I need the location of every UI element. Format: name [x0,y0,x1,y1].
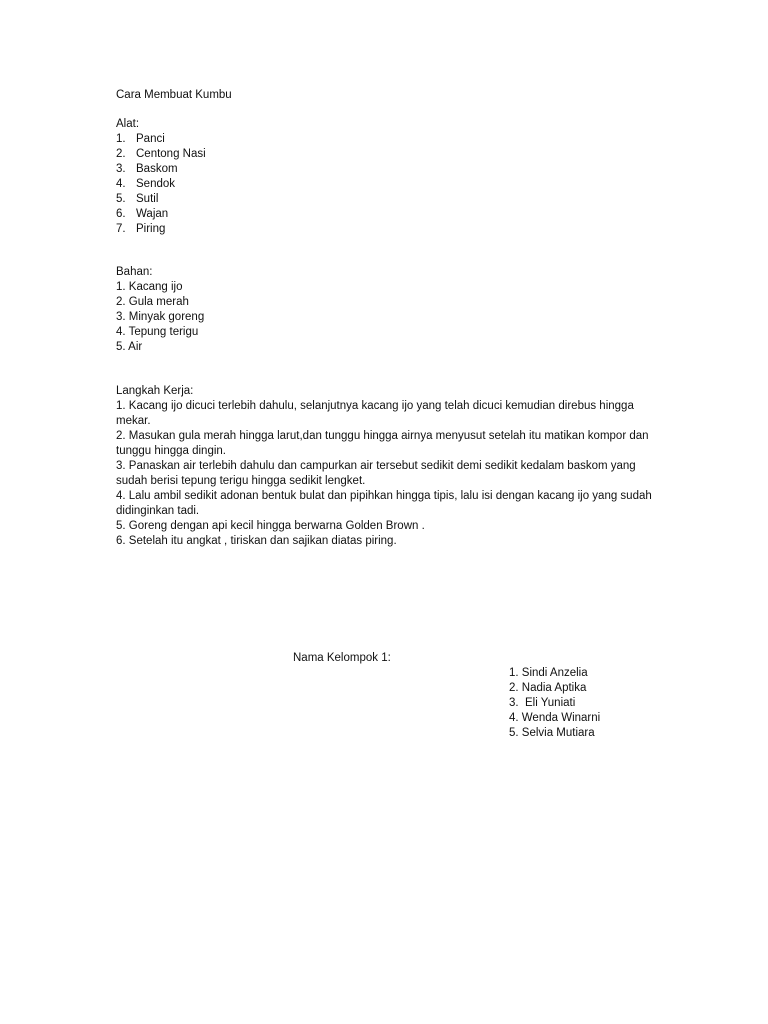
document-title: Cara Membuat Kumbu [116,89,232,101]
list-number: 2. [116,148,126,160]
list-number: 1. [116,133,126,145]
alat-heading: Alat: [116,118,140,130]
list-item [116,147,206,162]
list-item: 2. Gula merah [116,296,189,308]
alat-list [116,132,206,237]
list-label: Panci [136,133,165,145]
list-item: 6. Setelah itu angkat , tiriskan dan sajikan diatas piring. [116,535,397,547]
kelompok-heading: Nama Kelompok 1: [293,652,391,664]
list-label: Centong Nasi [136,148,206,160]
list-item [116,222,206,237]
list-item: 5. Selvia Mutiara [509,727,595,739]
list-number: 4. [116,178,126,190]
langkah-list [116,399,656,549]
list-item: 5. Goreng dengan api kecil hingga berwarna Golden Brown . [116,520,425,532]
bahan-heading: Bahan: [116,266,153,278]
list-item [116,162,206,177]
list-item: 2. Masukan gula merah hingga larut,dan tunggu hingga airnya menyusut setelah itu matikan kompor dan tunggu hingga dingin. [116,430,649,457]
list-number: 5. [116,193,126,205]
list-label: Wajan [136,208,169,220]
list-item: 1. Kacang ijo dicuci terlebih dahulu, selanjutnya kacang ijo yang telah dicuci kemudian direbus hingga mekar. [116,400,634,427]
list-item: 3. Panaskan air terlebih dahulu dan campurkan air tersebut sedikit demi sedikit kedalam baskom yang sudah berisi tepung terigu hingga sedikit lengket. [116,460,636,487]
list-number: 7. [116,223,126,235]
list-label: Piring [136,223,166,235]
langkah-heading: Langkah Kerja: [116,385,194,397]
list-label: Sutil [136,193,159,205]
list-item [116,207,206,222]
list-item: 4. Wenda Winarni [509,712,601,724]
kelompok-list [509,666,600,741]
list-number: 6. [116,208,126,220]
list-item [116,132,206,147]
list-item: 1. Sindi Anzelia [509,667,588,679]
list-item: 5. Air [116,341,143,353]
list-item: 4. Tepung terigu [116,326,199,338]
list-item: 1. Kacang ijo [116,281,183,293]
list-label: Sendok [136,178,176,190]
list-item [116,177,206,192]
list-item: 2. Nadia Aptika [509,682,587,694]
list-item: 4. Lalu ambil sedikit adonan bentuk bulat dan pipihkan hingga tipis, lalu isi dengan kacang ijo yang sudah didinginkan tadi. [116,490,652,517]
list-item: 3. Eli Yuniati [509,697,576,709]
list-item [116,192,206,207]
list-label: Baskom [136,163,178,175]
list-item: 3. Minyak goreng [116,311,205,323]
bahan-list [116,280,204,355]
list-number: 3. [116,163,126,175]
